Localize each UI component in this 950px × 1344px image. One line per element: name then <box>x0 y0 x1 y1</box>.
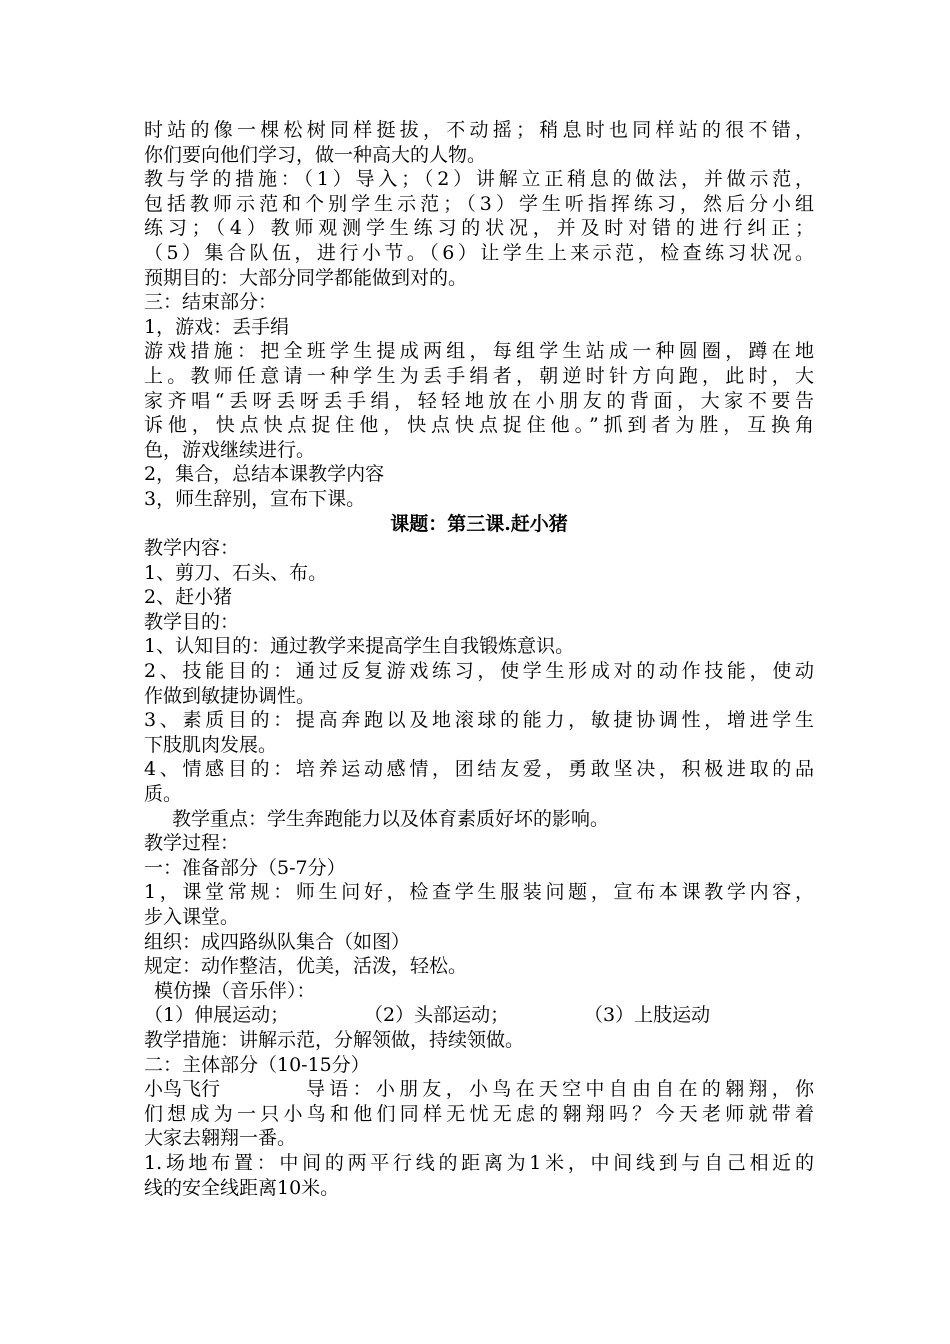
text-line: 诉他，快点快点捉住他，快点快点捉住他。”抓到者为胜，互换角 <box>144 414 814 437</box>
document-body-lower <box>144 1102 814 1200</box>
text-line: 1、认知目的：通过教学来提高学生自我锻炼意识。 <box>144 635 575 658</box>
key-point-line: 教学重点：学生奔跑能力以及体育素质好坏的影响。 <box>172 807 610 830</box>
text-line: 预期目的：大部分同学都能做到对的。 <box>144 266 468 289</box>
text-line: 教学内容： <box>144 537 240 560</box>
game-intro-text: 导语：小朋友，小鸟在天空中自由自在的翱翔，你 <box>306 1078 814 1101</box>
text-line: 游戏措施：把全班学生提成两组，每组学生站成一种圆圈，蹲在地 <box>144 340 814 363</box>
main-part-heading: 二：主体部分（10-15分） <box>144 1053 370 1076</box>
text-line: 们想成为一只小鸟和他们同样无忧无虑的翱翔吗？今天老师就带着 <box>144 1102 814 1125</box>
text-line: 步入课堂。 <box>144 906 240 928</box>
text-line: 教学过程： <box>144 832 240 855</box>
text-line: （5）集合队伍，进行小节。（6）让学生上来示范，检查练习状况。 <box>144 241 814 264</box>
exercise-list <box>144 1003 814 1028</box>
text-line: 练习；（4）教师观测学生练习的状况，并及时对错的进行纠正； <box>144 217 814 240</box>
text-line: 教与学的措施：（1）导入；（2）讲解立正稍息的做法，并做示范， <box>144 168 814 191</box>
text-line: 1，游戏：丢手绢 <box>144 315 290 338</box>
exercise-item: （2）头部运动； <box>364 1004 510 1027</box>
imitation-heading: 模仿操（音乐伴）： <box>154 979 316 1002</box>
exercise-item: （3）上肢运动 <box>584 1004 711 1027</box>
teaching-measures: 教学措施：讲解示范，分解领做，持续领做。 <box>144 1028 525 1051</box>
text-line: 上。教师任意请一种学生为丢手绢者，朝逆时针方向跑，此时，大 <box>144 364 814 387</box>
text-line: 作做到敏捷协调性。 <box>144 684 316 707</box>
text-line: 1，课堂常规：师生问好，检查学生服装问题，宣布本课教学内容， <box>144 881 814 904</box>
text-line: 线的安全线距离10米。 <box>144 1176 340 1199</box>
text-line: 时站的像一棵松树同样挺拔，不动摇；稍息时也同样站的很不错， <box>144 119 814 141</box>
text-line: 4、情感目的：培养运动感情，团结友爱，勇敢坚决，积极进取的品 <box>144 758 814 781</box>
text-line: 组织：成四路纵队集合（如图） <box>144 930 411 953</box>
text-line: 三：结束部分： <box>144 291 278 314</box>
exercise-item: （1）伸展运动； <box>144 1004 290 1027</box>
game-name: 小鸟飞行 <box>144 1078 221 1101</box>
text-line: 1.场地布置：中间的两平行线的距离为1米，中间线到与自己相近的 <box>144 1151 814 1174</box>
text-line: 3、素质目的：提高奔跑以及地滚球的能力，敏捷协调性，增进学生 <box>144 709 814 732</box>
text-line: 一：准备部分（5-7分） <box>144 856 346 879</box>
text-line: 2、赶小猪 <box>144 586 233 609</box>
text-line: 下肢肌肉发展。 <box>144 733 278 756</box>
text-line: 1、剪刀、石头、布。 <box>144 561 328 584</box>
text-line: 家齐唱“丢呀丢呀丢手绢，轻轻地放在小朋友的背面，大家不要告 <box>144 389 814 412</box>
text-line: 你们要向他们学习，做一种高大的人物。 <box>144 143 487 166</box>
text-line: 包括教师示范和个别学生示范；（3）学生听指挥练习，然后分小组 <box>144 192 814 215</box>
text-line: 2，集合，总结本课教学内容 <box>144 463 385 486</box>
text-line: 大家去翱翔一番。 <box>144 1127 297 1150</box>
lesson-title: 课题：第三课.赶小猪 <box>390 512 568 535</box>
game-intro-row <box>144 1077 814 1102</box>
text-line: 色，游戏继续进行。 <box>144 438 316 461</box>
text-line: 质。 <box>144 783 183 806</box>
text-line: 3，师生辞别，宣布下课。 <box>144 487 366 510</box>
document-body-upper <box>144 118 814 979</box>
text-line: 教学目的： <box>144 610 240 633</box>
document-page <box>144 118 814 1200</box>
text-line: 规定：动作整洁，优美，活泼，轻松。 <box>144 955 468 978</box>
text-line: 2、技能目的：通过反复游戏练习，使学生形成对的动作技能，使动 <box>144 660 814 683</box>
